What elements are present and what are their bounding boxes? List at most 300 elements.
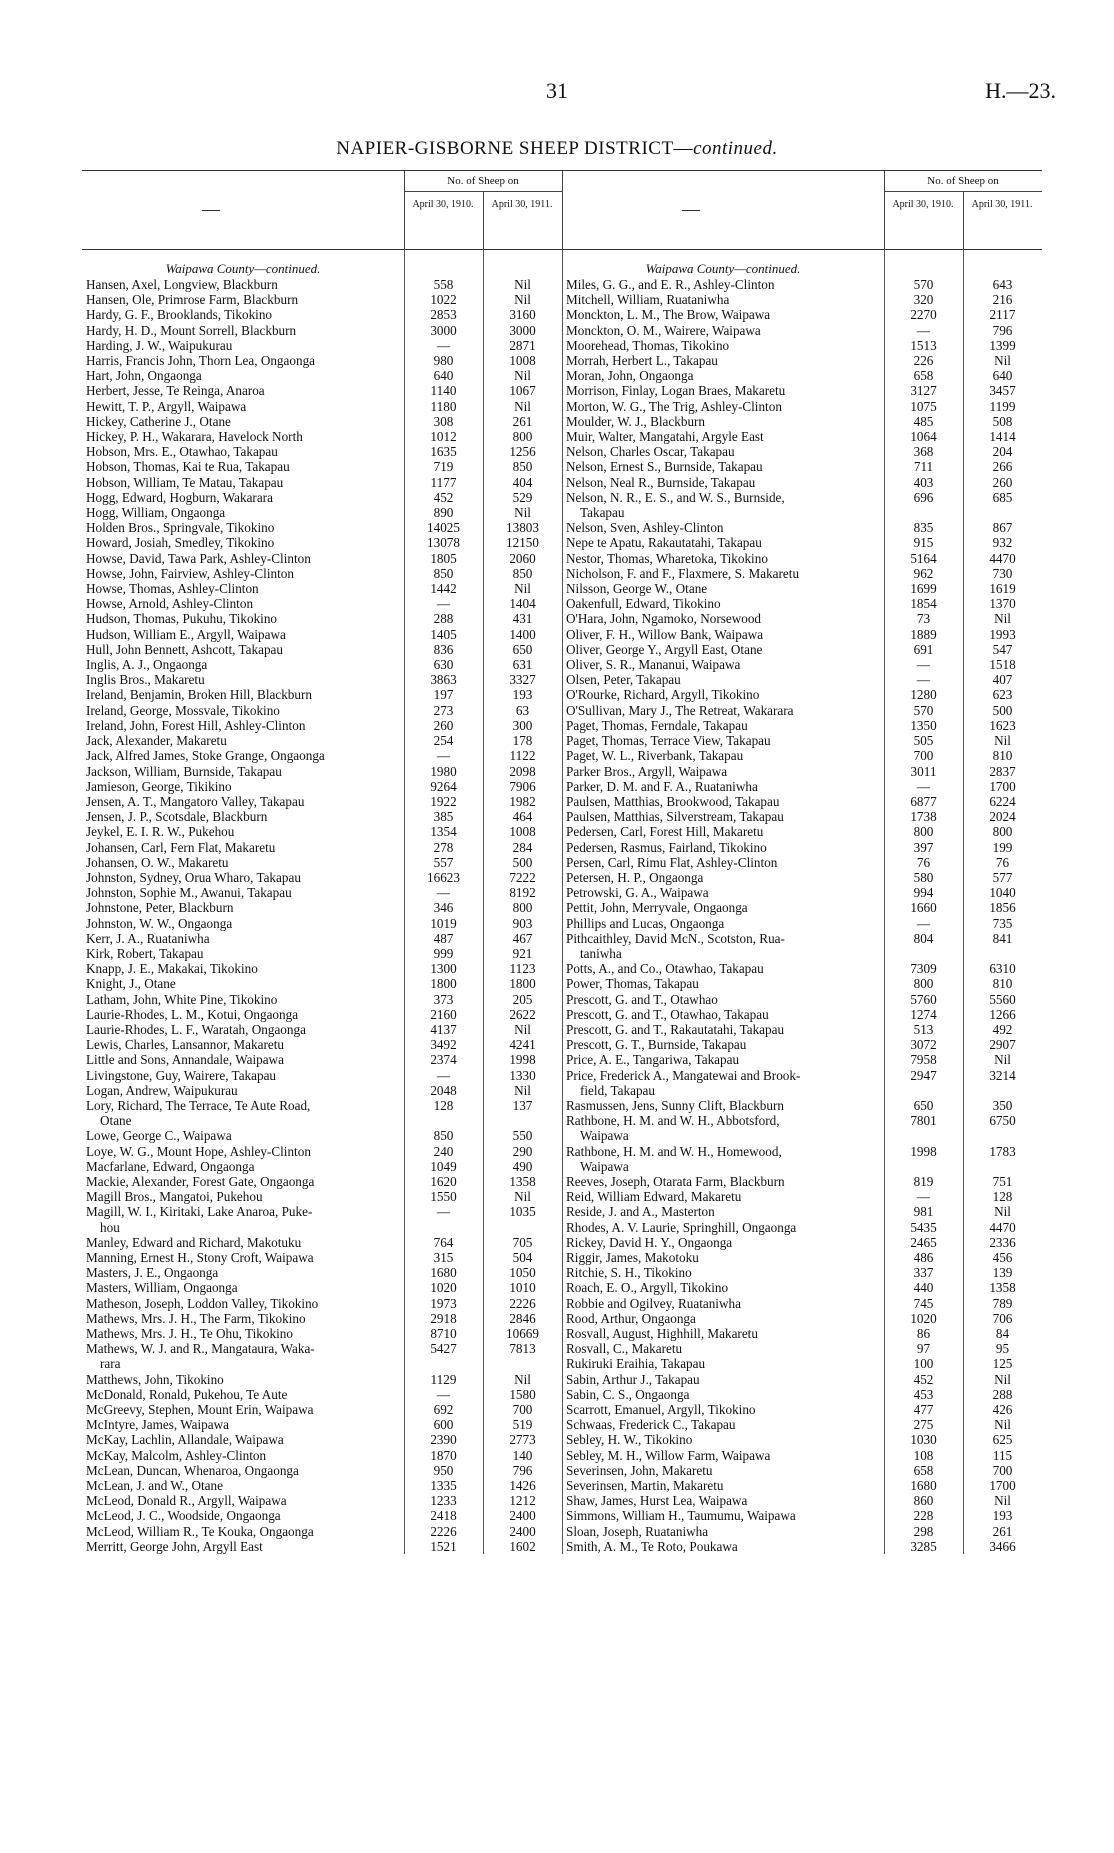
holder-name: Hogg, Edward, Hogburn, Wakarara: [86, 489, 273, 505]
holder-name: Hudson, Thomas, Pukuhu, Tikokino: [86, 611, 278, 627]
sheep-1910: 3000: [430, 322, 457, 338]
sheep-1911: 547: [992, 641, 1013, 657]
sheep-1910: 485: [913, 413, 934, 429]
sheep-1910: 800: [913, 976, 934, 992]
sheep-1911: 10669: [506, 1326, 539, 1342]
table-row: [82, 1417, 562, 1432]
sheep-1911: 1123: [509, 961, 536, 977]
holder-name: Power, Thomas, Takapau: [566, 976, 699, 992]
table-row: [562, 1250, 1042, 1265]
table-row: [562, 399, 1042, 414]
table-row: [562, 703, 1042, 718]
sheep-1910: 1140: [430, 383, 457, 399]
holder-name: Muir, Walter, Mangatahi, Argyle East: [566, 429, 764, 445]
holder-name: Hart, John, Ongaonga: [86, 368, 202, 384]
table-row: [82, 733, 562, 748]
sheep-1910: —: [436, 885, 451, 901]
sheep-1911: 1256: [509, 444, 536, 460]
sheep-1910: 5435: [910, 1219, 937, 1235]
holder-name: Nepe te Apatu, Rakautatahi, Takapau: [566, 535, 762, 551]
sheep-1910: 1870: [430, 1447, 457, 1463]
sheep-1910: 890: [433, 505, 454, 521]
holder-name: field, Takapau: [580, 1082, 655, 1098]
sheep-1911: 204: [992, 444, 1013, 460]
table-row: [82, 1159, 562, 1174]
holder-name: Mathews, Mrs. J. H., The Farm, Tikokino: [86, 1310, 306, 1326]
sheep-1910: 1022: [430, 292, 457, 308]
sheep-1911: 640: [992, 368, 1013, 384]
holder-name: Price, Frederick A., Mangatewai and Brook-: [566, 1067, 801, 1083]
sheep-1910: 850: [433, 565, 454, 581]
table-row: [562, 1083, 1042, 1098]
sheep-1911: 3160: [509, 307, 536, 323]
sheep-1911: 685: [992, 489, 1013, 505]
holder-name: Hansen, Axel, Longview, Blackburn: [86, 277, 278, 292]
sheep-1911: 2060: [509, 550, 536, 566]
holder-name: Magill, W. I., Kiritaki, Lake Anaroa, Puke-: [86, 1204, 313, 1220]
sheep-1910: 981: [913, 1204, 934, 1220]
sheep-1911: Nil: [514, 581, 531, 597]
holder-name: Hardy, G. F., Brooklands, Tikokino: [86, 307, 273, 323]
sheep-1911: Nil: [994, 353, 1011, 369]
holder-name: Takapau: [580, 505, 625, 521]
sheep-1911: 921: [512, 945, 533, 961]
holder-name: Harding, J. W., Waipukurau: [86, 337, 233, 353]
sheep-1911: [963, 1159, 1042, 1174]
holder-name: Olsen, Peter, Takapau: [566, 672, 681, 688]
sheep-1910: 711: [913, 459, 934, 475]
table-row: [82, 611, 562, 626]
sheep-1910: 2374: [430, 1052, 457, 1068]
table-row: [562, 916, 1042, 931]
sheep-1910: 1180: [430, 398, 457, 414]
sheep-1910: 226: [913, 353, 934, 369]
sheep-1911: 3214: [989, 1067, 1016, 1083]
county-heading: Waipawa County—continued.: [165, 261, 321, 276]
table-row: [82, 764, 562, 779]
holder-name: Ritchie, S. H., Tikokino: [566, 1265, 692, 1281]
holder-name: Kerr, J. A., Ruataniwha: [86, 930, 210, 946]
table-row: [82, 657, 562, 672]
sheep-1911: [483, 1113, 562, 1128]
holder-name: McIntyre, James, Waipawa: [86, 1417, 229, 1433]
holder-name: Potts, A., and Co., Otawhao, Takapau: [566, 961, 764, 977]
sheep-1910: 2226: [430, 1523, 457, 1539]
table-row: [82, 414, 562, 429]
table-row: [82, 277, 562, 292]
table-row: [82, 703, 562, 718]
holder-name: Nestor, Thomas, Wharetoka, Tikokino: [566, 550, 768, 566]
sheep-1910: 1620: [430, 1173, 457, 1189]
holder-name: Smith, A. M., Te Roto, Poukawa: [566, 1538, 738, 1554]
table-row: [82, 1524, 562, 1539]
right-column: [562, 170, 1042, 1554]
holder-name: Sebley, H. W., Tikokino: [566, 1432, 693, 1448]
table-row: [82, 475, 562, 490]
holder-name: Pettit, John, Merryvale, Ongaonga: [566, 900, 748, 916]
table-row: [82, 292, 562, 307]
sheep-1911: 4470: [989, 550, 1016, 566]
sheep-1910: 658: [913, 368, 934, 384]
sheep-1911: Nil: [994, 1371, 1011, 1387]
sheep-1911: 456: [992, 1250, 1013, 1265]
title-main: NAPIER-GISBORNE SHEEP DISTRICT—: [336, 138, 694, 159]
sheep-1911: 4470: [989, 1219, 1016, 1235]
sheep-1911: 1212: [509, 1493, 536, 1509]
holder-name: Pedersen, Carl, Forest Hill, Makaretu: [566, 824, 764, 840]
sheep-1911: 706: [992, 1310, 1013, 1326]
sheep-1911: 700: [992, 1462, 1013, 1478]
sheep-1911: 4241: [509, 1037, 536, 1053]
holder-name: Hudson, William E., Argyll, Waipawa: [86, 626, 286, 642]
sheep-1910: 1129: [430, 1371, 457, 1387]
sheep-1911: 2837: [989, 763, 1016, 779]
holder-name: Phillips and Lucas, Ongaonga: [566, 915, 725, 931]
left-table-header: [82, 170, 562, 250]
holder-name: Price, A. E., Tangariwa, Takapau: [566, 1052, 740, 1068]
table-row: [562, 1432, 1042, 1447]
sheep-1911: 6224: [989, 793, 1016, 809]
sheep-1911: 1993: [989, 626, 1016, 642]
sheep-1910: 745: [913, 1295, 934, 1311]
sheep-1911: 643: [992, 277, 1013, 292]
holder-name: Laurie-Rhodes, L. M., Kotui, Ongaonga: [86, 1006, 299, 1022]
sheep-1910: 275: [913, 1417, 934, 1433]
sheep-1910: 228: [913, 1508, 934, 1524]
sheep-1911: [483, 1220, 562, 1235]
sheep-1911: 1783: [989, 1143, 1016, 1159]
table-row: [82, 323, 562, 338]
sheep-1911: 1008: [509, 353, 536, 369]
table-row: [82, 1372, 562, 1387]
table-row: [562, 1007, 1042, 1022]
table-row: [562, 566, 1042, 581]
sheep-1911: 623: [992, 687, 1013, 703]
table-row: [82, 627, 562, 642]
table-row: [82, 1007, 562, 1022]
table-row: [562, 733, 1042, 748]
sheep-1911: 508: [992, 413, 1013, 429]
sheep-1911: 205: [512, 991, 533, 1007]
sheep-1910: 486: [913, 1250, 934, 1265]
holder-name: Moorehead, Thomas, Tikokino: [566, 337, 730, 353]
holder-name: Otane: [100, 1113, 132, 1129]
county-heading: Waipawa County—continued.: [645, 261, 801, 276]
holder-name: Paulsen, Matthias, Brookwood, Takapau: [566, 793, 780, 809]
sheep-1910: 373: [433, 991, 454, 1007]
sheep-1910: 5760: [910, 991, 937, 1007]
table-row: [82, 1296, 562, 1311]
sheep-1910: 3863: [430, 672, 457, 688]
sheep-1910: 9264: [430, 778, 457, 794]
table-row: [562, 1068, 1042, 1083]
holder-name: Miles, G. G., and E. R., Ashley-Clinton: [566, 277, 775, 292]
table-row: [562, 475, 1042, 490]
holder-name: Little and Sons, Annandale, Waipawa: [86, 1052, 284, 1068]
sheep-1911: 260: [992, 474, 1013, 490]
sheep-1911: 1399: [989, 337, 1016, 353]
sheep-1911: 464: [512, 809, 533, 825]
holder-name: Riggir, James, Makotoku: [566, 1250, 699, 1265]
holder-name: Hogg, William, Ongaonga: [86, 505, 226, 521]
sheep-1911: 2024: [989, 809, 1016, 825]
holder-name: Schwaas, Frederick C., Takapau: [566, 1417, 736, 1433]
holder-name: Rukiruki Eraihia, Takapau: [566, 1356, 706, 1372]
sheep-1910: 308: [433, 413, 454, 429]
sheep-1910: —: [436, 337, 451, 353]
holder-name: Morrison, Finlay, Logan Braes, Makaretu: [566, 383, 786, 399]
holder-name: Nilsson, George W., Otane: [566, 581, 708, 597]
sheep-1910: 73: [916, 611, 931, 627]
sheep-1911: 178: [512, 733, 533, 749]
holder-name: Severinsen, John, Makaretu: [566, 1462, 713, 1478]
sheep-1911: 631: [512, 657, 533, 673]
sheep-1910: 1049: [430, 1158, 457, 1174]
sheep-1911: 1404: [509, 596, 536, 612]
sheep-1910: 4137: [430, 1021, 457, 1037]
sheep-1911: 1580: [509, 1386, 536, 1402]
sheep-1911: 2336: [989, 1234, 1016, 1250]
sheep-1910: 2048: [430, 1082, 457, 1098]
holder-name: Sebley, M. H., Willow Farm, Waipawa: [566, 1447, 771, 1463]
sheep-1911: 1700: [989, 1478, 1016, 1494]
sheep-1910: 197: [433, 687, 454, 703]
sheep-1910: 1350: [910, 717, 937, 733]
holder-name: taniwha: [580, 945, 622, 961]
sheep-1911: 2400: [509, 1523, 536, 1539]
table-row: [562, 840, 1042, 855]
sheep-1911: 550: [512, 1128, 533, 1144]
sheep-1910: 915: [913, 535, 934, 551]
holder-name: Nicholson, F. and F., Flaxmere, S. Makaretu: [566, 565, 800, 581]
sheep-1911: 2871: [509, 337, 536, 353]
holder-name: Paget, Thomas, Terrace View, Takapau: [566, 733, 771, 749]
sheep-1910: 108: [913, 1447, 934, 1463]
table-row: [82, 551, 562, 566]
sheep-1910: [884, 1159, 963, 1174]
holder-name: Logan, Andrew, Waipukurau: [86, 1082, 238, 1098]
holder-name: Johnstone, Peter, Blackburn: [86, 900, 234, 916]
sheep-1910: 696: [913, 489, 934, 505]
holder-name: hou: [100, 1219, 120, 1235]
holder-name: Inglis Bros., Makaretu: [86, 672, 205, 688]
sheep-1911: 800: [512, 900, 533, 916]
holder-name: Ireland, George, Mossvale, Tikokino: [86, 702, 280, 718]
table-row: [562, 1508, 1042, 1523]
table-row: [562, 1159, 1042, 1174]
sheep-1910: —: [436, 1067, 451, 1083]
document-reference: H.—23.: [985, 78, 1056, 103]
holder-name: Simmons, William H., Taumumu, Waipawa: [566, 1508, 796, 1524]
sheep-1910: 14025: [427, 520, 460, 536]
sheep-1911: 63: [515, 702, 530, 718]
sheep-1910: 1280: [910, 687, 937, 703]
sheep-1911: 1008: [509, 824, 536, 840]
sheep-1910: 320: [913, 292, 934, 308]
sheep-1911: 139: [992, 1265, 1013, 1281]
table-row: [562, 1326, 1042, 1341]
table-row: [82, 809, 562, 824]
holder-name: Rosvall, August, Highhill, Makaretu: [566, 1326, 758, 1342]
table-row: [562, 1037, 1042, 1052]
table-row: [82, 1356, 562, 1371]
holder-name: Hardy, H. D., Mount Sorrell, Blackburn: [86, 322, 297, 338]
table-row: [562, 1417, 1042, 1432]
holder-name: Johansen, Carl, Fern Flat, Makaretu: [86, 839, 276, 855]
sheep-1911: 903: [512, 915, 533, 931]
sheep-1910: 452: [913, 1371, 934, 1387]
holder-name: Pedersen, Rasmus, Fairland, Tikokino: [566, 839, 767, 855]
table-row: [562, 535, 1042, 550]
sheep-1911: 730: [992, 565, 1013, 581]
sheep-1910: 7801: [910, 1113, 937, 1129]
table-row: [562, 1098, 1042, 1113]
holder-name: Rickey, David H. Y., Ongaonga: [566, 1234, 733, 1250]
sheep-1910: 273: [433, 702, 454, 718]
sheep-1911: [963, 946, 1042, 961]
sheep-1911: Nil: [994, 1052, 1011, 1068]
sheep-1910: 630: [433, 657, 454, 673]
sheep-1910: 980: [433, 353, 454, 369]
holder-name: Oliver, S. R., Mananui, Waipawa: [566, 657, 741, 673]
holder-name: Pithcaithley, David McN., Scotston, Rua-: [566, 930, 785, 946]
table-row: [82, 946, 562, 961]
holder-name: Hewitt, T. P., Argyll, Waipawa: [86, 398, 247, 414]
sheep-1910: 819: [913, 1173, 934, 1189]
sheep-1910: 1998: [910, 1143, 937, 1159]
title-suffix: continued.: [693, 138, 778, 159]
holder-name: Howse, Arnold, Ashley-Clinton: [86, 596, 254, 612]
holder-name: Matheson, Joseph, Loddon Valley, Tikokino: [86, 1295, 319, 1311]
sheep-1911: 13803: [506, 520, 539, 536]
sheep-1910: 1405: [430, 626, 457, 642]
holder-name: Robbie and Ogilvey, Ruataniwha: [566, 1295, 741, 1311]
left-column: [82, 170, 562, 1554]
table-row: [562, 794, 1042, 809]
holder-name: Prescott, G. T., Burnside, Takapau: [566, 1037, 747, 1053]
table-row: [82, 718, 562, 733]
table-row: [562, 581, 1042, 596]
holder-name: Mackie, Alexander, Forest Gate, Ongaonga: [86, 1173, 315, 1189]
sheep-1911: 431: [512, 611, 533, 627]
table-row: [562, 1128, 1042, 1143]
holder-name: O'Hara, John, Ngamoko, Norsewood: [566, 611, 762, 627]
sheep-1911: 6310: [989, 961, 1016, 977]
sheep-1911: 7222: [509, 869, 536, 885]
table-row: [82, 1341, 562, 1356]
header-group-label: No. of Sheep on: [927, 175, 999, 187]
table-row: [82, 1235, 562, 1250]
holder-name: Howse, John, Fairview, Ashley-Clinton: [86, 565, 294, 581]
table-row: [82, 961, 562, 976]
holder-name: Paulsen, Matthias, Silverstream, Takapau: [566, 809, 784, 825]
holder-name: Oliver, F. H., Willow Bank, Waipawa: [566, 626, 764, 642]
sheep-1911: 3000: [509, 322, 536, 338]
sheep-1910: 1521: [430, 1538, 457, 1554]
holder-name: Parker Bros., Argyll, Waipawa: [566, 763, 728, 779]
holder-name: Jack, Alexander, Makaretu: [86, 733, 227, 749]
sheep-1911: 519: [512, 1417, 533, 1433]
sheep-1910: 1738: [910, 809, 937, 825]
sheep-1910: 1854: [910, 596, 937, 612]
sheep-1910: 8710: [430, 1326, 457, 1342]
holder-name: Prescott, G. and T., Rakautatahi, Takapau: [566, 1021, 785, 1037]
sheep-1910: —: [436, 596, 451, 612]
table-row: [82, 399, 562, 414]
sheep-1910: 397: [913, 839, 934, 855]
sheep-1911: 1426: [509, 1478, 536, 1494]
sheep-1911: 1602: [509, 1538, 536, 1554]
sheep-1910: 570: [913, 277, 934, 292]
sheep-1910: 1680: [430, 1265, 457, 1281]
sheep-1910: 1660: [910, 900, 937, 916]
sheep-1910: 76: [916, 854, 931, 870]
sheep-1911: 426: [992, 1402, 1013, 1418]
sheep-1910: 278: [433, 839, 454, 855]
header-dash: —: [202, 199, 220, 219]
sheep-1910: 700: [913, 748, 934, 764]
table-row: [82, 992, 562, 1007]
table-row: [82, 1189, 562, 1204]
table-row: [82, 642, 562, 657]
table-row: [82, 1144, 562, 1159]
table-row: [82, 368, 562, 383]
sheep-1910: 7309: [910, 961, 937, 977]
holder-name: Merritt, George John, Argyll East: [86, 1538, 263, 1554]
sheep-1911: 1998: [509, 1052, 536, 1068]
table-row: [82, 900, 562, 915]
table-row: [562, 414, 1042, 429]
holder-name: Hobson, Thomas, Kai te Rua, Takapau: [86, 459, 290, 475]
sheep-1911: 7813: [509, 1341, 536, 1357]
holder-name: Lory, Richard, The Terrace, Te Aute Road,: [86, 1097, 311, 1113]
sheep-1910: 658: [913, 1462, 934, 1478]
sheep-1910: —: [436, 1386, 451, 1402]
table-row: [562, 1022, 1042, 1037]
holder-name: Johnston, Sophie M., Awanui, Takapau: [86, 885, 292, 901]
sheep-1910: 994: [913, 885, 934, 901]
sheep-1911: 199: [992, 839, 1013, 855]
table-row: [82, 1311, 562, 1326]
holder-name: Livingstone, Guy, Wairere, Takapau: [86, 1067, 277, 1083]
sheep-1911: 3466: [989, 1538, 1016, 1554]
table-row: [562, 748, 1042, 763]
sheep-1910: 1805: [430, 550, 457, 566]
sheep-1911: 137: [512, 1097, 533, 1113]
holder-name: Jamieson, George, Tikikino: [86, 778, 232, 794]
sheep-1911: 6750: [989, 1113, 1016, 1129]
sheep-1911: 404: [512, 474, 533, 490]
table-row: [82, 779, 562, 794]
sheep-1910: 764: [433, 1234, 454, 1250]
sheep-1911: 5560: [989, 991, 1016, 1007]
sheep-1911: 1856: [989, 900, 1016, 916]
holder-name: Manning, Ernest H., Stony Croft, Waipawa: [86, 1250, 314, 1265]
sheep-1911: 850: [512, 565, 533, 581]
table-row: [82, 1265, 562, 1280]
sheep-1910: 999: [433, 945, 454, 961]
table-row: [562, 961, 1042, 976]
table-row: [82, 1204, 562, 1219]
sheep-1910: —: [436, 1204, 451, 1220]
sheep-1910: 719: [433, 459, 454, 475]
sheep-1911: 1619: [989, 581, 1016, 597]
holder-name: Johnston, W. W., Ongaonga: [86, 915, 233, 931]
sheep-1910: 600: [433, 1417, 454, 1433]
sheep-1910: 452: [433, 489, 454, 505]
table-row: [82, 1448, 562, 1463]
sheep-1910: 1550: [430, 1189, 457, 1205]
